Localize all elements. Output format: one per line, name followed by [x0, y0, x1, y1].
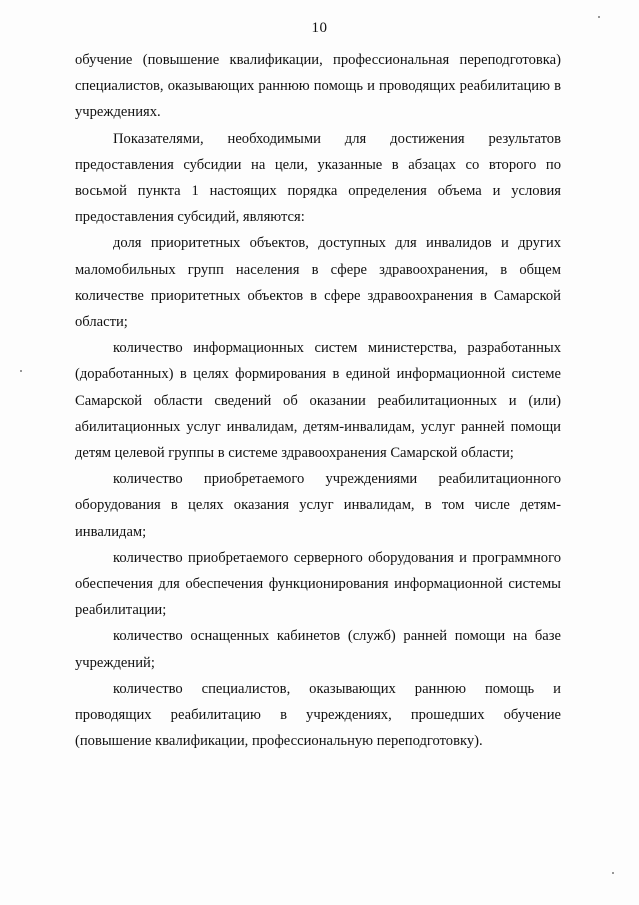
paragraph-training-continuation: обучение (повышение квалификации, профессиональная переподготовка) специалистов, оказывающих раннюю помощь и проводящих реабилитацию в учреждениях. [75, 52, 561, 121]
paragraph-indicator-server-equipment: количество приобретаемого серверного оборудования и программного обеспечения для обеспечения функционирования информационной системы реабилитации; [75, 549, 561, 619]
paragraph-indicator-accessible-objects: доля приоритетных объектов, доступных для инвалидов и других маломобильных групп населения в сфере здравоохранения, в общем количестве приоритетных объектов в сфере здравоохранения в Самарской области; [75, 235, 561, 331]
paragraph-indicator-early-help-rooms: количество оснащенных кабинетов (служб) ранней помощи на базе учреждений; [75, 628, 561, 671]
paragraph-indicator-trained-specialists: количество специалистов, оказывающих раннюю помощь и проводящих реабилитацию в учреждениях, прошедших обучение (повышение квалификации, профессиональную переподготовку). [75, 680, 561, 750]
paragraph-indicator-rehab-equipment: количество приобретаемого учреждениями реабилитационного оборудования в целях оказания услуг инвалидам, в том числе детям-инвалидам; [75, 471, 561, 540]
scan-speck [612, 872, 614, 874]
document-body [75, 47, 561, 754]
page-number: 10 [311, 20, 328, 36]
scan-speck [598, 16, 600, 18]
paragraph-indicators-intro: Показателями, необходимыми для достижения результатов предоставления субсидии на цели, указанные в абзацах со второго по восьмой пункта 1 настоящих порядка определения объема и условия предоставления субсидий, являются: [75, 130, 561, 226]
paragraph-indicator-information-systems: количество информационных систем министерства, разработанных (доработанных) в целях формирования в единой информационной системе Самарской области сведений об оказании реабилитационных и (или) абилитационных услуг инвалидам, детям-инвалидам, услуг ранней помощи детям целевой группы в системе здравоохранения Самарской области; [75, 340, 561, 462]
scan-speck [20, 370, 22, 372]
